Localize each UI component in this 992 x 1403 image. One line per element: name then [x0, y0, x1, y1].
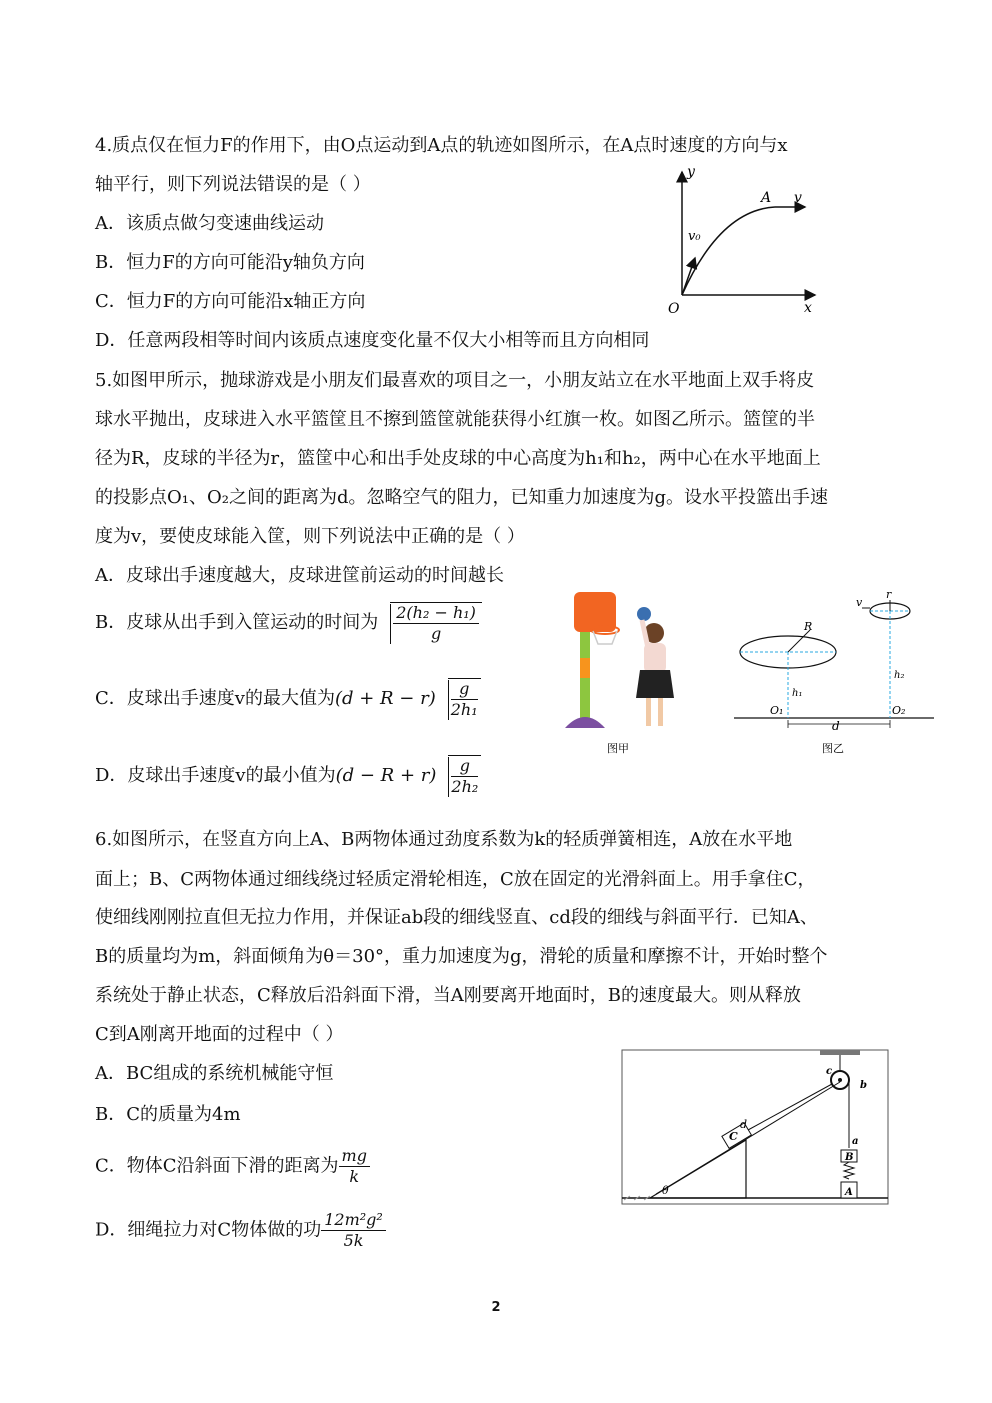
q5-stem-line2: 球水平抛出，皮球进入水平篮筐且不擦到篮筐就能获得小红旗一枚。如图乙所示。篮筐的半 [95, 409, 815, 430]
q4-option-c: C．恒力F的方向可能沿x轴正方向 [95, 291, 366, 312]
figure-yi-caption: 图乙 [822, 742, 844, 755]
q5-option-c-text: C．皮球出手速度v的最大值为 [95, 688, 335, 709]
label-O1: O₁ [770, 704, 784, 717]
q4-trajectory-figure [660, 160, 830, 320]
y-axis-label: y [687, 164, 695, 180]
fraction-numerator: g [451, 756, 478, 777]
fraction-numerator: mg [339, 1146, 370, 1167]
sqrt-expression [378, 602, 482, 644]
origin-label: O [668, 301, 680, 317]
fraction-numerator: g [451, 679, 478, 700]
q6-stem-line3: 使细线刚刚拉直但无拉力作用，并保证ab段的细线竖直、cd段的细线与斜面平行．已知A、 [95, 907, 818, 928]
fraction-denominator: 2h₁ [450, 700, 478, 719]
q4-stem-line2: 轴平行，则下列说法错误的是（ ） [95, 174, 371, 195]
label-h2: h₂ [894, 670, 905, 681]
fraction-numerator: 2(h₂ − h₁) [393, 603, 479, 624]
q6-option-c [95, 1146, 370, 1187]
label-d: d [832, 719, 840, 733]
q5-stem-line5: 度为v，要使皮球能入筐，则下列说法中正确的是（ ） [95, 526, 525, 547]
label-d: d [740, 1118, 748, 1131]
x-axis-label: x [804, 300, 812, 316]
label-b: b [860, 1080, 867, 1091]
q6-option-a: A．BC组成的系统机械能守恒 [95, 1063, 334, 1084]
q6-option-d-text: D．细绳拉力对C物体做的功 [95, 1219, 322, 1241]
q4-option-b: B．恒力F的方向可能沿y轴负方向 [95, 252, 365, 273]
v0-label: v₀ [688, 229, 701, 244]
label-B: B [845, 1152, 854, 1163]
label-a: a [852, 1136, 859, 1147]
spring [844, 1162, 854, 1179]
label-A: A [845, 1187, 853, 1198]
fraction-numerator: 12m²g² [321, 1210, 386, 1231]
v-label: v [794, 190, 802, 206]
q6-stem-line6: C到A刚离开地面的过程中（ ） [95, 1024, 344, 1045]
label-r: r [886, 588, 892, 601]
q5-option-b [95, 602, 482, 644]
fraction-denominator: k [349, 1167, 360, 1186]
point-a-label: A [761, 190, 772, 206]
label-h1: h₁ [792, 688, 803, 699]
q6-stem-line1: 6.如图所示，在竖直方向上A、B两物体通过劲度系数为k的轻质弹簧相连，A放在水平地 [95, 829, 793, 850]
q5-figure-yi [730, 588, 940, 758]
q6-stem-line4: B的质量均为m，斜面倾角为θ＝30°，重力加速度为g，滑轮的质量和摩擦不计，开始时整个 [95, 946, 828, 967]
q6-stem-line5: 系统处于静止状态，C释放后沿斜面下滑，当A刚要离开地面时，B的速度最大。则从释放 [95, 985, 801, 1006]
q5-option-b-text: B．皮球从出手到入筐运动的时间为 [95, 612, 379, 633]
q5-option-d [95, 755, 481, 797]
q5-stem-line1: 5.如图甲所示，抛球游戏是小朋友们最喜欢的项目之一，小朋友站立在水平地面上双手将皮 [95, 370, 815, 391]
sqrt-expression [436, 755, 481, 797]
ball [637, 607, 651, 621]
q5-stem-line4: 的投影点O₁、O₂之间的距离为d。忽略空气的阻力，已知重力加速度为g。设水平投篮出手速 [95, 487, 828, 508]
label-O2: O₂ [892, 704, 906, 717]
figure-jia-caption: 图甲 [607, 742, 629, 755]
fraction-denominator: g [430, 624, 442, 643]
q4-option-a: A．该质点做匀变速曲线运动 [95, 213, 324, 234]
sqrt-expression [436, 678, 481, 720]
q4-option-d: D．任意两段相等时间内该质点速度变化量不仅大小相等而且方向相同 [95, 330, 650, 351]
q5-figure-jia [560, 588, 690, 758]
q5-option-a: A．皮球出手速度越大，皮球进筐前运动的时间越长 [95, 565, 504, 586]
paren-expression: (d − R + r) [335, 765, 437, 786]
fraction-denominator: 2h₂ [451, 777, 479, 796]
q4-stem-line1: 4.质点仅在恒力F的作用下，由O点运动到A点的轨迹如图所示，在A点时速度的方向与x [95, 135, 788, 156]
q5-stem-line3: 径为R，皮球的半径为r，篮筐中心和出手处皮球的中心高度为h₁和h₂，两中心在水平地面上 [95, 448, 821, 469]
q6-option-c-text: C．物体C沿斜面下滑的距离为 [95, 1155, 339, 1177]
page-number: 2 [491, 1300, 501, 1315]
label-v: v [856, 596, 863, 609]
q5-option-d-text: D．皮球出手速度v的最小值为 [95, 765, 336, 786]
fraction-denominator: 5k [343, 1231, 364, 1250]
label-c: c [826, 1066, 833, 1077]
label-C: C [729, 1130, 738, 1143]
q6-option-d [95, 1210, 386, 1251]
paren-expression: (d + R − r) [334, 688, 436, 709]
q5-option-c [95, 678, 481, 720]
label-theta: θ [662, 1184, 669, 1197]
label-R: R [804, 620, 813, 633]
q6-stem-line2: 面上；B、C两物体通过细线绕过轻质定滑轮相连，C放在固定的光滑斜面上。用手拿住C， [95, 869, 816, 890]
q6-incline-pulley-figure [620, 1048, 890, 1208]
q6-option-b: B．C的质量为4m [95, 1104, 241, 1125]
